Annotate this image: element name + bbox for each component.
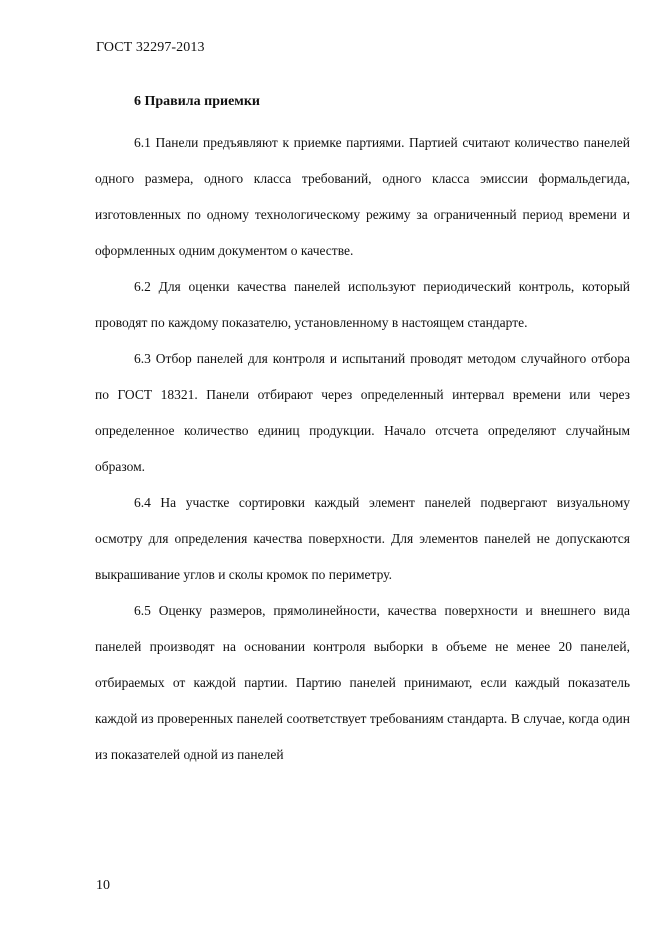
paragraph-6-4: 6.4 На участке сортировки каждый элемент панелей подвергают визуальному осмотру для определения качества поверхности. Для элементов панелей не допускаются выкрашивание углов и сколы кромок по периметру.	[95, 495, 630, 582]
document-code-header: ГОСТ 32297-2013	[96, 40, 205, 55]
page-number: 10	[96, 878, 110, 893]
section-title: 6 Правила приемки	[134, 94, 260, 109]
paragraph-6-3: 6.3 Отбор панелей для контроля и испытаний проводят методом случайного отбора по ГОСТ 18321. Панели отбирают через определенный интервал времени или через определенное количество единиц продукции. Начало отсчета определяют случайным образом.	[95, 351, 630, 474]
paragraph-6-5: 6.5 Оценку размеров, прямолинейности, качества поверхности и внешнего вида панелей производят на основании контроля выборки в объеме не менее 20 панелей, отбираемых от каждой партии. Партию панелей принимают, если каждый показатель каждой из проверенных панелей соответствует требованиям стандарта. В случае, когда один из показателей одной из панелей	[95, 603, 630, 762]
document-body	[95, 92, 630, 773]
paragraph-6-2: 6.2 Для оценки качества панелей используют периодический контроль, который проводят по каждому показателю, установленному в настоящем стандарте.	[95, 279, 630, 330]
paragraph-6-1: 6.1 Панели предъявляют к приемке партиями. Партией считают количество панелей одного размера, одного класса требований, одного класса эмиссии формальдегида, изготовленных по одному технологическому режиму за ограниченный период времени и оформленных одним документом о качестве.	[95, 135, 630, 258]
